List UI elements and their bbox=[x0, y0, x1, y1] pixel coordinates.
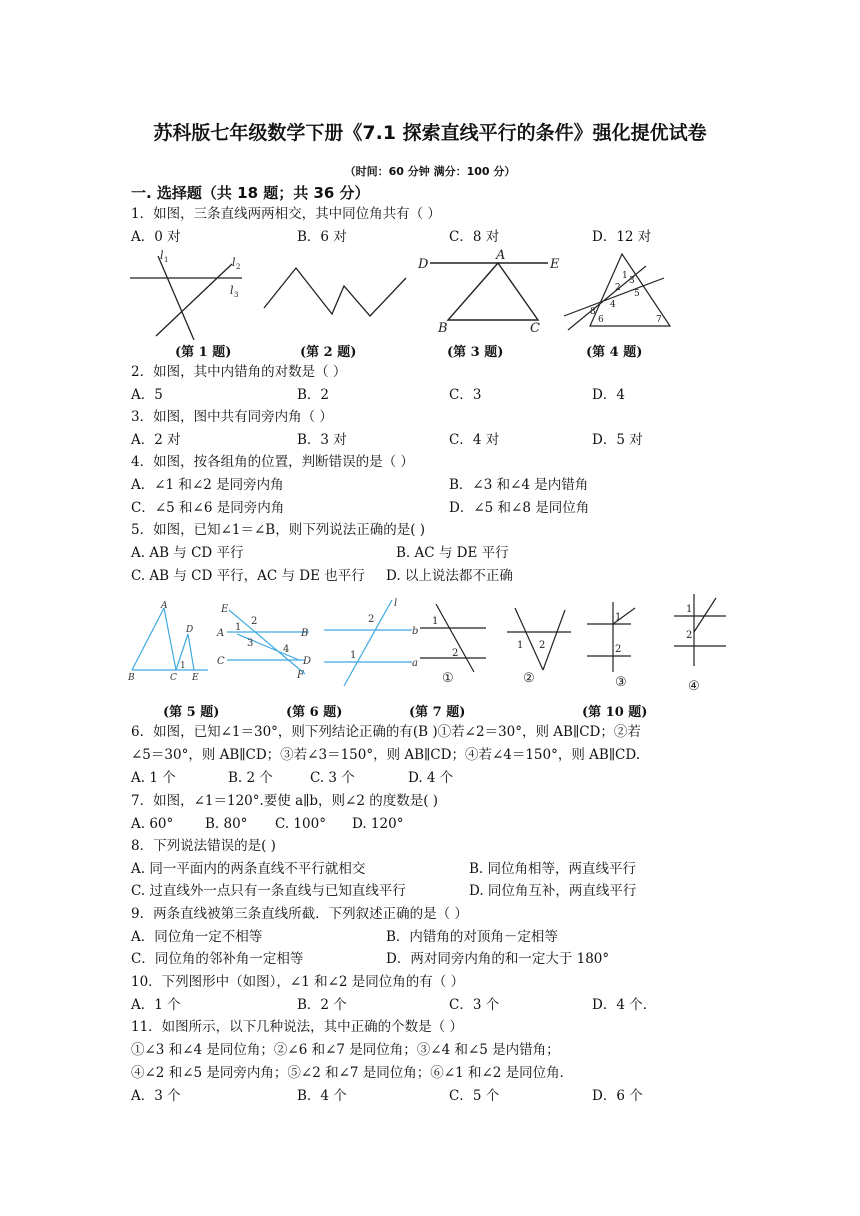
l1-label: l bbox=[160, 249, 164, 262]
q6-option-d: D. 4 个 bbox=[408, 770, 454, 786]
d-label: D bbox=[418, 257, 429, 272]
q11-option-d: D．6 个 bbox=[592, 1088, 643, 1104]
q11-option-a: A．3 个 bbox=[131, 1088, 181, 1104]
c-label: C bbox=[530, 321, 540, 336]
figure-5 bbox=[128, 598, 212, 684]
q9-option-a: A．同位角一定不相等 bbox=[131, 929, 263, 945]
angle-3-label: 3 bbox=[629, 276, 635, 286]
a-label: A bbox=[496, 248, 506, 263]
a-label: A bbox=[161, 601, 168, 611]
q6-stem-line1: 6．如图，已知∠1＝30°，则下列结论正确的有(B )①若∠2＝30°，则 AB∥CD；②若 bbox=[131, 724, 641, 740]
d-label: D bbox=[186, 625, 194, 635]
caption-fig-6: (第 6 题) bbox=[286, 705, 343, 720]
q11-statements-line2: ④∠2 和∠5 是同旁内角；⑤∠2 和∠7 是同位角；⑥∠1 和∠2 是同位角． bbox=[131, 1065, 574, 1081]
exam-info: （时间：60 分钟 满分：100 分） bbox=[344, 165, 516, 178]
q7-option-d: D. 120° bbox=[352, 816, 404, 832]
angle-1-label: 1 bbox=[622, 271, 628, 281]
caption-fig-10: (第 10 题) bbox=[582, 705, 648, 720]
caption-fig-3: (第 3 题) bbox=[447, 345, 504, 360]
angle-1-label: 1 bbox=[615, 612, 622, 623]
e-label: E bbox=[192, 673, 199, 683]
l-label: l bbox=[394, 598, 398, 609]
angle-1-label: 1 bbox=[432, 616, 439, 627]
a-line-label: a bbox=[412, 658, 418, 669]
section-heading: 一. 选择题（共 18 题；共 36 分） bbox=[131, 184, 370, 202]
q4-option-a: A．∠1 和∠2 是同旁内角 bbox=[131, 477, 284, 493]
q1-option-c: C．8 对 bbox=[449, 229, 500, 245]
q9-stem: 9．两条直线被第三条直线所截．下列叙述正确的是（ ） bbox=[131, 906, 468, 922]
figure-4 bbox=[562, 252, 676, 334]
q8-option-b: B. 同位角相等，两直线平行 bbox=[469, 861, 637, 877]
q5-option-d: D. 以上说法都不正确 bbox=[386, 568, 513, 584]
q7-option-b: B. 80° bbox=[205, 816, 248, 832]
d-label: D bbox=[303, 656, 312, 667]
angle-2-label: 2 bbox=[452, 648, 459, 659]
q8-option-c: C. 过直线外一点只有一条直线与已知直线平行 bbox=[131, 883, 406, 899]
q8-option-d: D. 同位角互补，两直线平行 bbox=[469, 883, 637, 899]
q4-stem: 4．如图，按各组角的位置，判断错误的是（ ） bbox=[131, 454, 414, 470]
q7-stem: 7．如图，∠1＝120°.要使 a∥b，则∠2 的度数是( ) bbox=[131, 793, 439, 809]
figure-10-3 bbox=[585, 600, 641, 686]
angle-2-label: 2 bbox=[686, 630, 693, 641]
figure-10-1 bbox=[416, 600, 490, 684]
q3-stem: 3．如图，图中共有同旁内角（ ） bbox=[131, 409, 333, 425]
circled-1-label: ① bbox=[442, 671, 454, 684]
circled-2-label: ② bbox=[523, 671, 535, 684]
e-label: E bbox=[550, 257, 560, 272]
q9-option-d: D．两对同旁内角的和一定大于 180° bbox=[386, 951, 610, 967]
l3-sub: 3 bbox=[234, 291, 239, 299]
q11-statements-line1: ①∠3 和∠4 是同位角；②∠6 和∠7 是同位角；③∠4 和∠5 是内错角； bbox=[131, 1042, 560, 1058]
q2-option-c: C．3 bbox=[449, 387, 482, 403]
angle-1-label: 1 bbox=[235, 622, 242, 633]
q8-stem: 8．下列说法错误的是( ) bbox=[131, 838, 276, 854]
angle-2-label: 2 bbox=[539, 640, 546, 651]
angle-4-label: 4 bbox=[610, 300, 616, 310]
angle-2-label: 2 bbox=[615, 283, 621, 293]
q6-option-b: B. 2 个 bbox=[228, 770, 273, 786]
figure-3 bbox=[414, 246, 566, 338]
q7-option-c: C. 100° bbox=[275, 816, 326, 832]
l2-sub: 2 bbox=[236, 263, 241, 271]
q8-option-a: A. 同一平面内的两条直线不平行就相交 bbox=[131, 861, 366, 877]
q7-option-a: A. 60° bbox=[131, 816, 174, 832]
q3-option-a: A．2 对 bbox=[131, 432, 181, 448]
angle-1-label: 1 bbox=[517, 640, 524, 651]
q1-option-a: A．0 对 bbox=[131, 229, 181, 245]
q6-option-c: C. 3 个 bbox=[310, 770, 355, 786]
q5-stem: 5．如图，已知∠1＝∠B，则下列说法正确的是( ) bbox=[131, 522, 426, 538]
q10-option-a: A．1 个 bbox=[131, 997, 181, 1013]
q9-option-c: C．同位角的邻补角一定相等 bbox=[131, 951, 304, 967]
circled-3-label: ③ bbox=[615, 675, 627, 686]
l3-label: l bbox=[230, 284, 234, 297]
b-label: B bbox=[301, 628, 309, 639]
q11-option-b: B．4 个 bbox=[297, 1088, 347, 1104]
caption-fig-4: (第 4 题) bbox=[586, 345, 643, 360]
l1-sub: 1 bbox=[164, 256, 169, 264]
a-label: A bbox=[217, 628, 225, 639]
q5-option-c: C. AB 与 CD 平行，AC 与 DE 也平行 bbox=[131, 568, 365, 584]
figure-2 bbox=[262, 258, 408, 322]
angle-2-label: 2 bbox=[251, 616, 258, 627]
q2-option-d: D．4 bbox=[592, 387, 625, 403]
angle-7-label: 7 bbox=[656, 315, 662, 325]
figure-6 bbox=[213, 598, 317, 684]
b-label: B bbox=[438, 321, 448, 336]
q1-stem: 1．如图，三条直线两两相交，其中同位角共有（ ） bbox=[131, 206, 441, 222]
angle-1-label: 1 bbox=[350, 650, 357, 661]
angle-8-label: 8 bbox=[590, 307, 596, 317]
q9-option-b: B．内错角的对顶角－定相等 bbox=[386, 929, 558, 945]
q3-option-c: C．4 对 bbox=[449, 432, 500, 448]
q10-stem: 10．下列图形中（如图），∠1 和∠2 是同位角的有（ ） bbox=[131, 974, 465, 990]
caption-fig-2: (第 2 题) bbox=[300, 345, 357, 360]
q2-stem: 2．如图，其中内错角的对数是（ ） bbox=[131, 364, 347, 380]
q3-option-b: B．3 对 bbox=[297, 432, 347, 448]
q4-option-d: D．∠5 和∠8 是同位角 bbox=[449, 500, 590, 516]
figure-1 bbox=[128, 248, 244, 340]
f-label: F bbox=[297, 670, 304, 681]
q1-option-b: B．6 对 bbox=[297, 229, 347, 245]
q10-option-c: C．3 个 bbox=[449, 997, 500, 1013]
angle-4-label: 4 bbox=[283, 644, 290, 655]
q11-option-c: C．5 个 bbox=[449, 1088, 500, 1104]
q4-option-c: C．∠5 和∠6 是同旁内角 bbox=[131, 500, 285, 516]
caption-fig-5: (第 5 题) bbox=[163, 705, 220, 720]
q11-stem: 11．如图所示，以下几种说法，其中正确的个数是（ ） bbox=[131, 1019, 463, 1035]
angle-2-label: 2 bbox=[368, 614, 375, 625]
q5-option-b: B. AC 与 DE 平行 bbox=[396, 545, 509, 561]
circled-4-label: ④ bbox=[688, 679, 700, 692]
b-line-label: b bbox=[412, 626, 419, 637]
figure-10-2 bbox=[505, 600, 575, 684]
b-label: B bbox=[128, 673, 135, 683]
l2-label: l bbox=[232, 256, 236, 269]
q2-option-b: B．2 bbox=[297, 387, 330, 403]
q4-option-b: B．∠3 和∠4 是内错角 bbox=[449, 477, 589, 493]
q6-option-a: A. 1 个 bbox=[131, 770, 176, 786]
figure-7 bbox=[320, 598, 424, 686]
caption-fig-7: (第 7 题) bbox=[409, 705, 466, 720]
e-label: E bbox=[221, 604, 229, 615]
q2-option-a: A．5 bbox=[131, 387, 163, 403]
angle-6-label: 6 bbox=[598, 315, 604, 325]
angle-3-label: 3 bbox=[247, 638, 254, 649]
q1-option-d: D．12 对 bbox=[592, 229, 652, 245]
q3-option-d: D．5 对 bbox=[592, 432, 643, 448]
angle-5-label: 5 bbox=[634, 289, 640, 299]
figure-10-4 bbox=[672, 592, 728, 692]
q6-stem-line2: ∠5＝30°，则 AB∥CD；③若∠3＝150°，则 AB∥CD；④若∠4＝150°，则 AB∥CD. bbox=[131, 747, 641, 763]
page-title: 苏科版七年级数学下册《7.1 探索直线平行的条件》强化提优试卷 bbox=[153, 122, 707, 144]
c-label: C bbox=[170, 673, 177, 683]
q10-option-d: D．4 个． bbox=[592, 997, 657, 1013]
caption-fig-1: (第 1 题) bbox=[175, 345, 232, 360]
q5-option-a: A. AB 与 CD 平行 bbox=[131, 545, 244, 561]
angle-2-label: 2 bbox=[615, 644, 622, 655]
angle-1-label: 1 bbox=[180, 661, 186, 671]
angle-1-label: 1 bbox=[686, 604, 693, 615]
q10-option-b: B．2 个 bbox=[297, 997, 347, 1013]
c-label: C bbox=[217, 656, 225, 667]
